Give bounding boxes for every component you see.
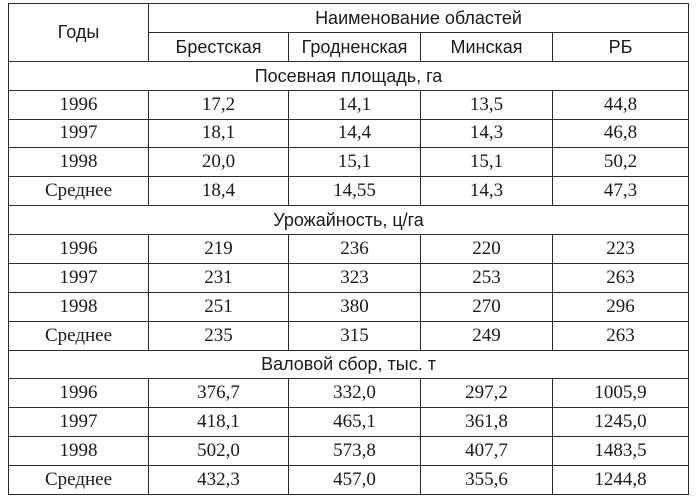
value-cell: 235	[149, 321, 289, 350]
column-header-grodno: Гродненская	[289, 32, 421, 61]
value-cell: 263	[553, 321, 689, 350]
year-cell: 1996	[9, 90, 149, 119]
value-cell: 223	[553, 235, 689, 264]
value-cell: 231	[149, 263, 289, 292]
table-row	[9, 90, 689, 119]
column-header-minsk: Минская	[421, 32, 553, 61]
table-row-average	[9, 321, 689, 350]
value-cell: 465,1	[289, 408, 421, 437]
table-row	[9, 408, 689, 437]
year-cell: 1996	[9, 379, 149, 408]
value-cell: 323	[289, 263, 421, 292]
yield-table-sheet	[8, 3, 688, 495]
value-cell: 47,3	[553, 177, 689, 206]
value-cell: 17,2	[149, 90, 289, 119]
table-row	[9, 235, 689, 264]
table-row	[9, 119, 689, 148]
value-cell: 361,8	[421, 408, 553, 437]
value-cell: 236	[289, 235, 421, 264]
column-header-brest: Брестская	[149, 32, 289, 61]
value-cell: 46,8	[553, 119, 689, 148]
column-header-rb: РБ	[553, 32, 689, 61]
year-cell: 1998	[9, 292, 149, 321]
section-title-row	[9, 206, 689, 235]
value-cell: 249	[421, 321, 553, 350]
value-cell: 44,8	[553, 90, 689, 119]
value-cell: 14,3	[421, 177, 553, 206]
value-cell: 457,0	[289, 466, 421, 495]
table-row	[9, 148, 689, 177]
value-cell: 18,1	[149, 119, 289, 148]
value-cell: 220	[421, 235, 553, 264]
value-cell: 50,2	[553, 148, 689, 177]
year-cell: 1997	[9, 119, 149, 148]
years-header: Годы	[9, 4, 149, 62]
value-cell: 13,5	[421, 90, 553, 119]
value-cell: 407,7	[421, 437, 553, 466]
section-title-yield: Урожайность, ц/га	[9, 206, 689, 235]
year-cell: Среднее	[9, 177, 149, 206]
value-cell: 14,4	[289, 119, 421, 148]
value-cell: 502,0	[149, 437, 289, 466]
section-title-sown-area: Посевная площадь, га	[9, 61, 689, 90]
value-cell: 315	[289, 321, 421, 350]
regions-group-header: Наименование областей	[149, 4, 689, 33]
value-cell: 251	[149, 292, 289, 321]
value-cell: 14,3	[421, 119, 553, 148]
value-cell: 355,6	[421, 466, 553, 495]
value-cell: 14,55	[289, 177, 421, 206]
yield-table	[8, 3, 689, 495]
year-cell: 1998	[9, 437, 149, 466]
year-cell: 1998	[9, 148, 149, 177]
value-cell: 376,7	[149, 379, 289, 408]
value-cell: 1483,5	[553, 437, 689, 466]
table-row	[9, 292, 689, 321]
value-cell: 332,0	[289, 379, 421, 408]
value-cell: 18,4	[149, 177, 289, 206]
value-cell: 1244,8	[553, 466, 689, 495]
table-row-average	[9, 466, 689, 495]
value-cell: 1005,9	[553, 379, 689, 408]
value-cell: 219	[149, 235, 289, 264]
year-cell: 1997	[9, 408, 149, 437]
value-cell: 263	[553, 263, 689, 292]
value-cell: 432,3	[149, 466, 289, 495]
value-cell: 380	[289, 292, 421, 321]
table-row-average	[9, 177, 689, 206]
year-cell: 1997	[9, 263, 149, 292]
section-title-gross-harvest: Валовой сбор, тыс. т	[9, 350, 689, 379]
year-cell: Среднее	[9, 466, 149, 495]
value-cell: 296	[553, 292, 689, 321]
value-cell: 20,0	[149, 148, 289, 177]
value-cell: 573,8	[289, 437, 421, 466]
value-cell: 253	[421, 263, 553, 292]
value-cell: 15,1	[289, 148, 421, 177]
value-cell: 14,1	[289, 90, 421, 119]
section-title-row	[9, 350, 689, 379]
value-cell: 418,1	[149, 408, 289, 437]
year-cell: 1996	[9, 235, 149, 264]
value-cell: 15,1	[421, 148, 553, 177]
header-row-top	[9, 4, 689, 33]
value-cell: 270	[421, 292, 553, 321]
value-cell: 1245,0	[553, 408, 689, 437]
section-title-row	[9, 61, 689, 90]
table-row	[9, 379, 689, 408]
table-row	[9, 437, 689, 466]
year-cell: Среднее	[9, 321, 149, 350]
table-row	[9, 263, 689, 292]
value-cell: 297,2	[421, 379, 553, 408]
